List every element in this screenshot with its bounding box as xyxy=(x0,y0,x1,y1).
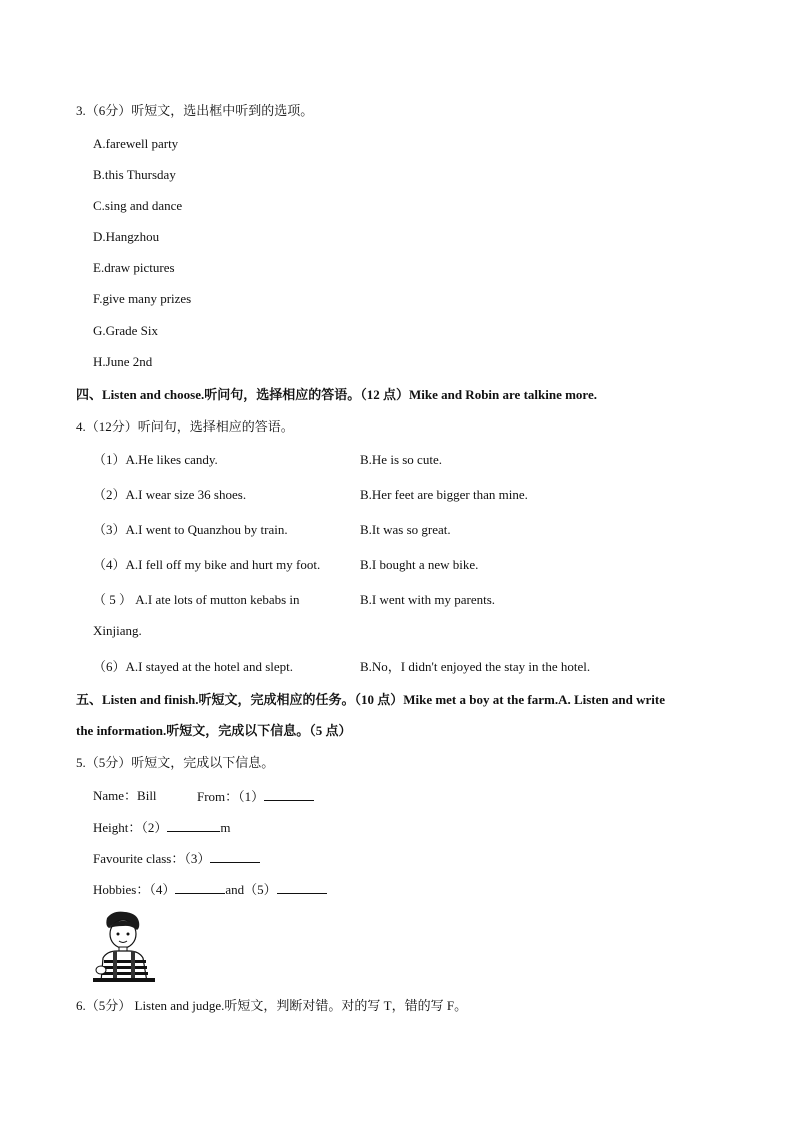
q5-height-row xyxy=(93,819,231,836)
q4-item-3-option-b: B.It was so great. xyxy=(360,522,451,537)
q3-option-d: D.Hangzhou xyxy=(93,229,160,244)
q5-height-unit: m xyxy=(220,820,231,835)
q3-option-f: F.give many prizes xyxy=(93,291,192,306)
section4-heading: 四、Listen and choose.听问句，选择相应的答语。（12 点）Mike and Robin are talkine more. xyxy=(76,387,597,402)
q5-hobbies-and: and（5） xyxy=(225,882,277,897)
q4-item-1-option-a: （1）A.He likes candy. xyxy=(93,452,218,467)
section5-heading-line1: 五、Listen and finish.听短文，完成相应的任务。（10 点）Mike met a boy at the farm.A. Listen and write xyxy=(76,692,665,707)
q3-title: 3.（6分）听短文，选出框中听到的选项。 xyxy=(76,103,314,118)
q3-option-e: E.draw pictures xyxy=(93,260,175,275)
q4-item-4-option-b: B.I bought a new bike. xyxy=(360,557,479,572)
q5-hobby-2-blank[interactable] xyxy=(277,881,327,894)
q4-title: 4.（12分）听问句，选择相应的答语。 xyxy=(76,419,294,434)
q4-item-2-option-b: B.Her feet are bigger than mine. xyxy=(360,487,528,502)
q3-option-c: C.sing and dance xyxy=(93,198,183,213)
q5-title: 5.（5分）听短文，完成以下信息。 xyxy=(76,755,275,770)
q4-item-5-option-b: B.I went with my parents. xyxy=(360,592,496,607)
q5-class-row xyxy=(93,850,260,867)
q4-item-1 xyxy=(93,452,218,468)
q4-item-6-option-b: B.No，I didn't enjoyed the stay in the hotel. xyxy=(360,659,591,674)
q5-hobbies-label: Hobbies：（4） xyxy=(93,882,176,897)
section5-heading-line2: the information.听短文，完成以下信息。（5 点） xyxy=(76,723,352,738)
boy-illustration xyxy=(93,910,155,982)
q5-class-blank[interactable] xyxy=(210,850,260,863)
q6-title: 6.（5分） Listen and judge.听短文，判断对错。对的写 T，错的写 F。 xyxy=(76,998,468,1013)
q3-option-a: A.farewell party xyxy=(93,136,179,151)
q3-option-g: G.Grade Six xyxy=(93,323,158,338)
q5-name-row xyxy=(93,788,157,804)
q3-option-h: H.June 2nd xyxy=(93,354,153,369)
q4-item-5-option-a: （ 5 ） A.I ate lots of mutton kebabs in xyxy=(93,592,300,607)
q4-item-4-option-a: （4）A.I fell off my bike and hurt my foot. xyxy=(93,557,321,572)
q5-hobbies-row xyxy=(93,881,327,898)
q4-item-6-option-a: （6）A.I stayed at the hotel and slept. xyxy=(93,659,294,674)
q4-item-3-option-a: （3）A.I went to Quanzhou by train. xyxy=(93,522,288,537)
q5-class-label: Favourite class：（3） xyxy=(93,851,211,866)
q5-name-label: Name：Bill xyxy=(93,788,157,803)
q5-height-label: Height：（2） xyxy=(93,820,168,835)
q5-height-blank[interactable] xyxy=(167,819,220,832)
q4-item-1-option-b: B.He is so cute. xyxy=(360,452,442,467)
q5-hobby-1-blank[interactable] xyxy=(175,881,225,894)
q5-from-row xyxy=(197,788,314,805)
q3-option-b: B.this Thursday xyxy=(93,167,176,182)
q5-from-blank[interactable] xyxy=(264,788,314,801)
q4-item-2-option-a: （2）A.I wear size 36 shoes. xyxy=(93,487,247,502)
q5-from-label: From：（1） xyxy=(197,789,265,804)
q4-item-5-continuation: Xinjiang. xyxy=(93,623,142,638)
